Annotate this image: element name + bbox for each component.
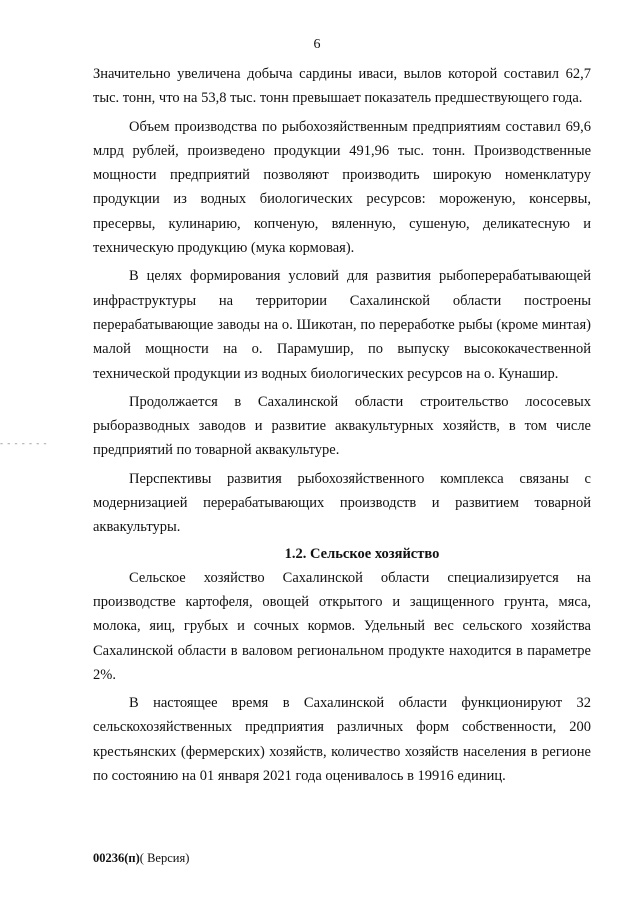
document-body xyxy=(93,62,591,788)
paragraph-processing-infrastructure: В целях формирования условий для развития рыбоперерабатывающей инфраструктуры на территории Сахалинской области построены перерабатывающие заводы на о. Шикотан, по переработке рыбы (кроме минтая) малой мощности на о. Парамушир, по выпуску высококачественной технической продукции из водных биологических ресурсов на о. Кунашир. xyxy=(93,268,591,382)
paragraph-sardine-catch: Значительно увеличена добыча сардины иваси, вылов которой составил 62,7 тыс. тонн, что на 53,8 тыс. тонн превышает показатель предшествующего года. xyxy=(93,66,591,107)
paragraph-agriculture-enterprises: В настоящее время в Сахалинской области функционируют 32 сельскохозяйственных предприятия различных форм собственности, 200 крестьянских (фермерских) хозяйств, количество хозяйств населения в регионе по состоянию на 01 января 2021 года оценивалось в 19916 единиц. xyxy=(93,695,591,785)
page-number: 6 xyxy=(313,37,321,52)
section-heading: 1.2. Сельское хозяйство xyxy=(284,545,440,562)
document-code: 00236(п) xyxy=(93,851,140,865)
margin-mark: - - - - - - - xyxy=(0,438,48,448)
paragraph-production-volume: Объем производства по рыбохозяйственным предприятиям составил 69,6 млрд рублей, произведено продукции 491,96 тыс. тонн. Производственные мощности предприятий позволяют производить широкую номенклатуру продукции из водных биологических ресурсов: мороженую, консервы, пресервы, кулинарию, копченую, вяленную, сушеную, деликатесную и техническую продукцию (мука кормовая). xyxy=(93,118,591,257)
footer-code xyxy=(93,850,189,866)
version-label: ( Версия) xyxy=(139,851,190,865)
paragraph-prospects: Перспективы развития рыбохозяйственного комплекса связаны с модернизацией перерабатывающих производств и развитием товарной аквакультуры. xyxy=(93,470,591,536)
paragraph-hatcheries: Продолжается в Сахалинской области строительство лососевых рыборазводных заводов и развитие аквакультурных хозяйств, в том числе предприятий по товарной аквакультуре. xyxy=(93,393,591,459)
paragraph-agriculture-specialization: Сельское хозяйство Сахалинской области специализируется на производстве картофеля, овощей открытого и защищенного грунта, мяса, молока, яиц, грубых и сочных кормов. Удельный вес сельского хозяйства Сахалинской области в валовом региональном продукте находится в параметре 2%. xyxy=(93,569,591,683)
